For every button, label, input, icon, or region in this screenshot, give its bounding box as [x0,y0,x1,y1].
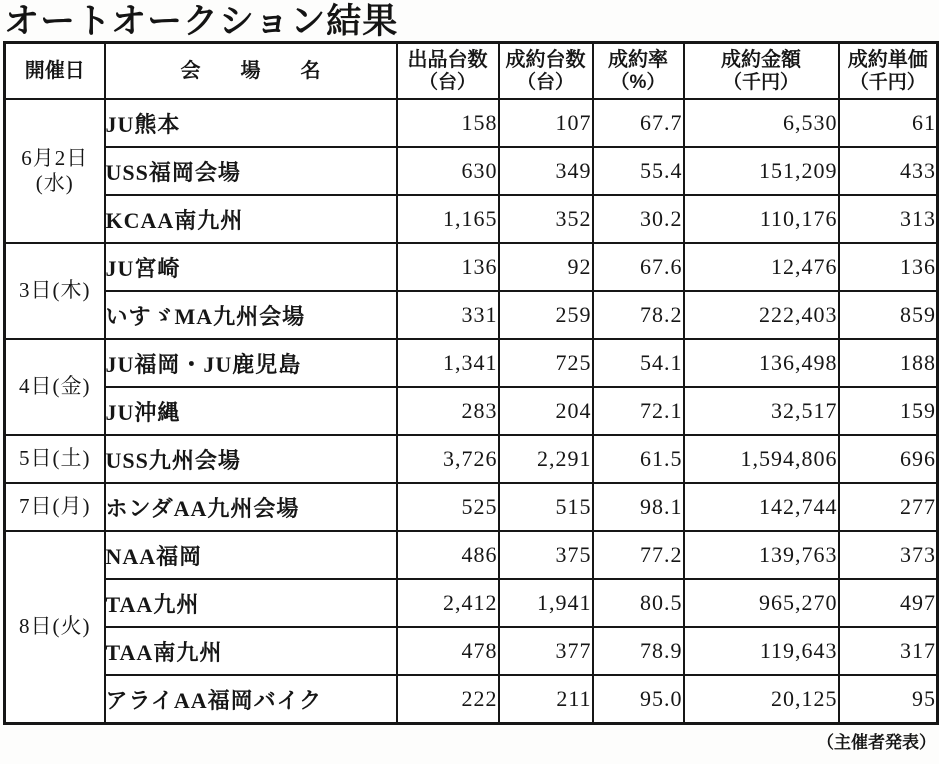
header-unit-price-label: 成約単価 [847,48,928,71]
table-row [5,483,938,531]
value-cell: 30.2 [593,195,684,243]
value-cell: 136 [839,243,938,291]
value-cell: 12,476 [684,243,839,291]
value-cell: 222,403 [684,291,839,339]
venue-name: アライAA福岡バイク [105,675,397,724]
date-line: 5日(土) [19,446,91,471]
value-cell: 55.4 [593,147,684,195]
table-row [5,579,938,627]
value-cell: 119,643 [684,627,839,675]
table-row [5,99,938,147]
value-cell: 110,176 [684,195,839,243]
value-cell: 2,412 [397,579,499,627]
date-cell [5,531,105,724]
table-header [5,43,938,100]
value-cell: 151,209 [684,147,839,195]
value-cell: 188 [839,339,938,387]
header-unit-price-unit: （千円） [849,71,926,93]
table-row [5,339,938,387]
value-cell: 136,498 [684,339,839,387]
value-cell: 375 [499,531,593,579]
value-cell: 859 [839,291,938,339]
venue-name: JU宮崎 [105,243,397,291]
table-row [5,627,938,675]
date-line: 3日(木) [19,278,91,303]
header-row [5,43,938,100]
header-listed-count-label: 出品台数 [407,48,488,71]
value-cell: 478 [397,627,499,675]
header-contract-rate-label: 成約率 [608,48,668,71]
value-cell: 433 [839,147,938,195]
auction-table-body [5,99,938,724]
date-cell [5,339,105,435]
table-row [5,147,938,195]
header-venue: 会 場 名 [105,43,397,100]
auction-results-table [3,41,939,725]
value-cell: 277 [839,483,938,531]
venue-name: いすゞMA九州会場 [105,291,397,339]
value-cell: 283 [397,387,499,435]
value-cell: 211 [499,675,593,724]
venue-name: ホンダAA九州会場 [105,483,397,531]
header-contract-rate [593,43,684,100]
value-cell: 67.7 [593,99,684,147]
value-cell: 92 [499,243,593,291]
date-line: 7日(月) [19,494,91,519]
value-cell: 1,165 [397,195,499,243]
value-cell: 352 [499,195,593,243]
value-cell: 95 [839,675,938,724]
value-cell: 6,530 [684,99,839,147]
venue-name: NAA福岡 [105,531,397,579]
value-cell: 78.2 [593,291,684,339]
value-cell: 158 [397,99,499,147]
value-cell: 349 [499,147,593,195]
value-cell: 159 [839,387,938,435]
value-cell: 1,941 [499,579,593,627]
value-cell: 331 [397,291,499,339]
value-cell: 3,726 [397,435,499,483]
venue-name: JU福岡・JU鹿児島 [105,339,397,387]
value-cell: 630 [397,147,499,195]
value-cell: 107 [499,99,593,147]
date-line: (水) [35,171,74,195]
venue-name: TAA九州 [105,579,397,627]
table-row [5,531,938,579]
value-cell: 136 [397,243,499,291]
date-line: 6月2日 [21,145,89,170]
header-unit-price [839,43,938,100]
value-cell: 313 [839,195,938,243]
table-row [5,675,938,724]
source-note: （主催者発表） [817,733,936,752]
value-cell: 377 [499,627,593,675]
header-listed-count [397,43,499,100]
date-cell [5,483,105,531]
value-cell: 204 [499,387,593,435]
value-cell: 95.0 [593,675,684,724]
header-date: 開催日 [5,43,105,100]
value-cell: 525 [397,483,499,531]
value-cell: 32,517 [684,387,839,435]
value-cell: 142,744 [684,483,839,531]
header-contract-amount [684,43,839,100]
value-cell: 139,763 [684,531,839,579]
venue-name: USS九州会場 [105,435,397,483]
value-cell: 486 [397,531,499,579]
date-line: 8日(火) [19,614,91,639]
date-line: 4日(金) [19,374,91,399]
value-cell: 54.1 [593,339,684,387]
value-cell: 80.5 [593,579,684,627]
table-row [5,387,938,435]
value-cell: 78.9 [593,627,684,675]
venue-name: USS福岡会場 [105,147,397,195]
date-cell [5,99,105,243]
header-contract-rate-unit: （%） [610,71,666,93]
value-cell: 61.5 [593,435,684,483]
value-cell: 373 [839,531,938,579]
value-cell: 222 [397,675,499,724]
value-cell: 696 [839,435,938,483]
value-cell: 98.1 [593,483,684,531]
venue-name: KCAA南九州 [105,195,397,243]
value-cell: 1,594,806 [684,435,839,483]
header-sold-count-unit: （台） [516,71,574,93]
header-listed-count-unit: （台） [418,71,476,93]
header-sold-count [499,43,593,100]
value-cell: 72.1 [593,387,684,435]
value-cell: 725 [499,339,593,387]
value-cell: 1,341 [397,339,499,387]
date-cell [5,243,105,339]
header-sold-count-label: 成約台数 [505,48,586,71]
value-cell: 61 [839,99,938,147]
venue-name: JU沖縄 [105,387,397,435]
value-cell: 515 [499,483,593,531]
value-cell: 20,125 [684,675,839,724]
header-contract-amount-label: 成約金額 [721,48,801,71]
table-row [5,195,938,243]
table-row [5,243,938,291]
table-row [5,291,938,339]
venue-name: JU熊本 [105,99,397,147]
value-cell: 67.6 [593,243,684,291]
page-title: オートオークション結果 [4,2,399,41]
value-cell: 77.2 [593,531,684,579]
table-row [5,435,938,483]
value-cell: 2,291 [499,435,593,483]
value-cell: 317 [839,627,938,675]
date-cell [5,435,105,483]
value-cell: 497 [839,579,938,627]
venue-name: TAA南九州 [105,627,397,675]
value-cell: 965,270 [684,579,839,627]
header-contract-amount-unit: （千円） [722,71,799,93]
value-cell: 259 [499,291,593,339]
